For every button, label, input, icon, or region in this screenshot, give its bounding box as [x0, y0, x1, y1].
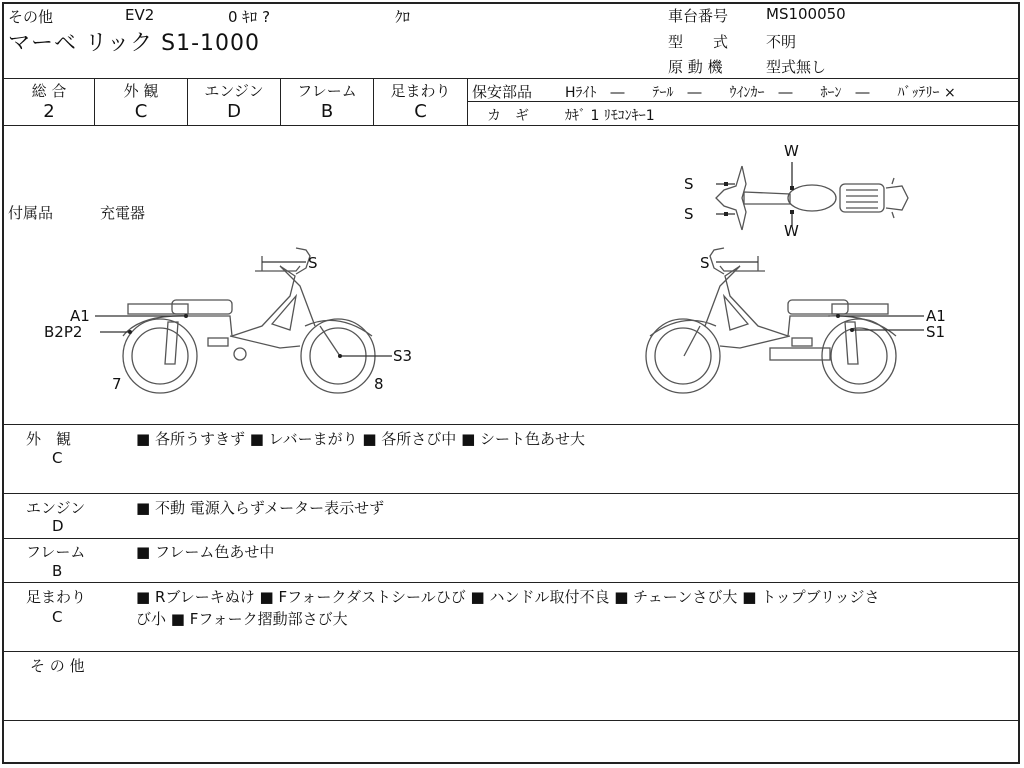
grade-frame-value: B: [320, 101, 334, 122]
frame-no-label: 車台番号: [668, 7, 729, 25]
mileage: 0 ｷﾛ ?: [228, 8, 271, 26]
accessories-value: 充電器: [100, 204, 146, 222]
divider: [2, 720, 1020, 721]
mark-top-s2: S: [684, 205, 694, 223]
divider: [2, 651, 1020, 652]
remark-other-label: そ の 他: [30, 657, 85, 675]
remark-frame-text: ■ フレーム色あせ中: [136, 543, 275, 561]
mark-left-s3: S3: [393, 347, 413, 365]
remark-appearance-label: 外 観: [26, 430, 72, 448]
engine-label: 原 動 機: [668, 58, 723, 76]
remark-engine-label: エンジン: [26, 499, 86, 517]
remark-suspension-grade: C: [52, 608, 63, 626]
damage-diagram: [0, 126, 1024, 426]
remark-frame-label: フレーム: [26, 543, 86, 561]
safety-parts-label: 保安部品: [472, 83, 533, 101]
grade-overall-label: 総 合: [31, 82, 67, 100]
mark-top-w2: W: [784, 222, 799, 240]
mark-left-8: 8: [374, 375, 384, 393]
model-code: EV2: [125, 6, 155, 24]
safety-parts-items: Hﾗｲﾄ ― ﾃｰﾙ ― ｳｲﾝｶｰ ― ﾎｰﾝ ― ﾊﾞｯﾃﾘｰ ×: [565, 85, 956, 101]
divider: [2, 582, 1020, 583]
remark-appearance-grade: C: [52, 449, 63, 467]
key-value: ｶｷﾞ 1 ﾘﾓｺﾝｷｰ1: [565, 108, 655, 124]
grade-overall-value: 2: [43, 101, 55, 122]
grade-appearance-label: 外 観: [123, 82, 159, 100]
key-label: カ ギ: [487, 108, 529, 124]
top-view-drawing: [716, 166, 908, 230]
remark-engine-grade: D: [52, 517, 64, 535]
remark-suspension-text-cont: び小 ■ Fフォーク摺動部さび大: [136, 610, 348, 628]
divider: [2, 424, 1020, 425]
model-name: マーベ リック S1-1000: [8, 31, 260, 56]
color: ｸﾛ: [395, 8, 411, 26]
remark-suspension-text: ■ Rブレーキぬけ ■ Fフォークダストシールひび ■ ハンドル取付不良 ■ チェーンさび大 ■ トップブリッジさ: [136, 588, 880, 606]
mark-left-a1: A1: [70, 307, 90, 325]
mark-right-a1: A1: [926, 307, 946, 325]
mark-top-s1: S: [684, 175, 694, 193]
remark-suspension-label: 足まわり: [26, 588, 87, 606]
mark-left-b2p2: B2P2: [44, 323, 83, 341]
engine-value: 型式無し: [766, 58, 827, 76]
left-side-view-drawing: [123, 248, 375, 393]
divider: [2, 493, 1020, 494]
type-value: 不明: [766, 33, 797, 51]
type-label: 型 式: [668, 33, 729, 51]
remark-appearance-text: ■ 各所うすきず ■ レバーまがり ■ 各所さび中 ■ シート色あせ大: [136, 430, 586, 448]
grade-suspension-label: 足まわり: [390, 82, 451, 100]
divider: [467, 78, 468, 125]
grade-engine-value: D: [227, 101, 241, 122]
mark-right-s1: S1: [926, 323, 946, 341]
mark-left-s: S: [308, 254, 318, 272]
grade-appearance-value: C: [134, 101, 148, 122]
remark-engine-text: ■ 不動 電源入らずメーター表示せず: [136, 499, 385, 517]
grade-engine-label: エンジン: [204, 82, 264, 100]
category-label: その他: [8, 8, 54, 26]
frame-no-value: MS100050: [766, 5, 846, 23]
mark-top-w1: W: [784, 142, 799, 160]
remark-frame-grade: B: [52, 562, 63, 580]
divider: [2, 78, 1020, 79]
mark-right-s: S: [700, 254, 710, 272]
grade-frame-label: フレーム: [297, 82, 357, 100]
grade-suspension-value: C: [414, 101, 427, 122]
right-side-view-drawing: [646, 248, 896, 393]
mark-left-7: 7: [112, 375, 122, 393]
divider: [2, 538, 1020, 539]
accessories-label: 付属品: [8, 204, 54, 222]
